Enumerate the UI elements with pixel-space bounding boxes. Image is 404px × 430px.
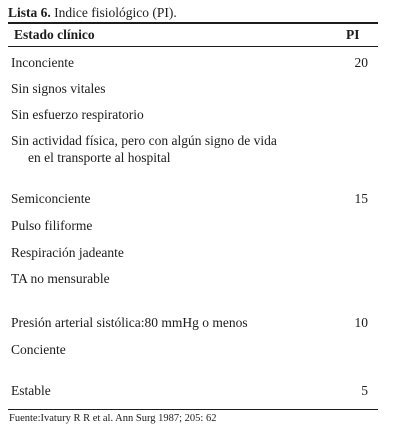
bottom-rule xyxy=(8,409,378,410)
row-label: Semiconciente xyxy=(11,191,91,206)
table-number: Lista 6. xyxy=(8,5,51,20)
header-rule xyxy=(8,46,378,47)
header-estado-clinico: Estado clínico xyxy=(14,27,95,42)
row-label-line2: en el transporte al hospital xyxy=(28,150,171,165)
row-label: Respiración jadeante xyxy=(11,245,124,260)
table-caption: Indice fisiológico (PI). xyxy=(50,5,177,20)
row-value: 5 xyxy=(361,383,368,398)
row-label: Estable xyxy=(11,383,51,398)
row-label: Conciente xyxy=(11,342,66,357)
row-label: Sin esfuerzo respiratorio xyxy=(11,107,144,122)
table-title xyxy=(8,5,177,21)
row-value: 10 xyxy=(354,315,368,330)
row-label: Sin signos vitales xyxy=(11,81,106,96)
top-rule xyxy=(8,22,378,24)
header-pi: PI xyxy=(346,27,360,42)
row-value: 15 xyxy=(354,191,368,206)
row-label: Presión arterial sistólica:80 mmHg o menos xyxy=(11,315,248,330)
row-label: TA no mensurable xyxy=(11,271,110,286)
row-label: Pulso filiforme xyxy=(11,218,93,233)
row-value: 20 xyxy=(354,55,368,70)
row-label: Inconciente xyxy=(11,55,74,70)
row-label xyxy=(11,132,331,166)
row-label-line1: Sin actividad física, pero con algún signo de vida xyxy=(11,133,277,148)
source-footnote: Fuente:Ivatury R R et al. Ann Surg 1987; 205: 62 xyxy=(9,413,217,424)
